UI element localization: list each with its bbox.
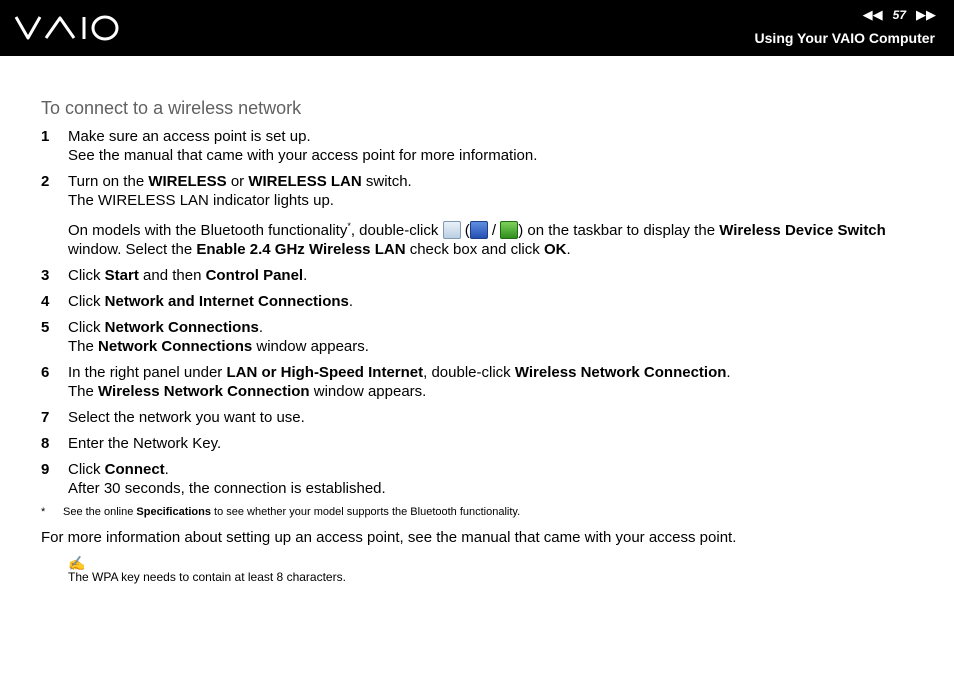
lan-taskbar-icon — [443, 221, 461, 239]
step-detail: The Wireless Network Connection window appears. — [68, 383, 427, 400]
step-4 — [41, 292, 931, 311]
step-text: Click Start and then Control Panel. — [68, 267, 308, 284]
vaio-logo — [14, 14, 120, 42]
more-info-paragraph: For more information about setting up an access point, see the manual that came with your access point. — [41, 529, 737, 546]
step-text: Click Connect. — [68, 461, 169, 478]
bluetooth-taskbar-icon — [470, 221, 488, 239]
step-detail: The Network Connections window appears. — [68, 338, 369, 355]
step-3 — [41, 266, 931, 285]
right-arrow-icon[interactable]: ▶▶ — [916, 7, 936, 22]
note-text: The WPA key needs to contain at least 8 characters. — [68, 570, 346, 584]
step-detail: See the manual that came with your access point for more information. — [68, 147, 538, 164]
bluetooth-paragraph: On models with the Bluetooth functionality*, double-click ( / ) on the taskbar to display the Wireless Device Switch window. Select the Enable 2.4 GHz Wireless LAN check box and click OK. — [68, 221, 886, 258]
left-arrow-icon[interactable]: ◀◀ — [862, 7, 883, 22]
page-content — [41, 97, 931, 585]
step-text: Turn on the WIRELESS or WIRELESS LAN switch. — [68, 173, 412, 190]
step-1 — [41, 127, 931, 165]
step-text: Select the network you want to use. — [68, 409, 305, 426]
step-6 — [41, 363, 931, 401]
step-number: 1 — [41, 128, 50, 145]
step-number: 7 — [41, 409, 50, 426]
step-8 — [41, 434, 931, 453]
step-text: Click Network Connections. — [68, 319, 264, 336]
step-number: 8 — [41, 435, 50, 452]
step-detail: The WIRELESS LAN indicator lights up. — [68, 192, 334, 209]
step-number: 6 — [41, 364, 50, 381]
footnote: * See the online Specifications to see whether your model supports the Bluetooth functionality. — [41, 506, 521, 518]
step-detail: After 30 seconds, the connection is established. — [68, 480, 386, 497]
note — [68, 556, 931, 585]
subheading: To connect to a wireless network — [41, 98, 302, 118]
step-number: 2 — [41, 173, 50, 190]
step-text: Enter the Network Key. — [68, 435, 222, 452]
page-number: 57 — [892, 8, 906, 22]
pencil-note-icon: ✍ — [68, 555, 86, 571]
step-7 — [41, 408, 931, 427]
step-5 — [41, 318, 931, 356]
step-number: 4 — [41, 293, 50, 310]
step-number: 9 — [41, 461, 50, 478]
step-2 — [41, 172, 931, 259]
step-number: 5 — [41, 319, 50, 336]
step-number: 3 — [41, 267, 50, 284]
step-9 — [41, 460, 931, 498]
page-header — [0, 0, 954, 56]
step-text: Make sure an access point is set up. — [68, 128, 311, 145]
step-text: In the right panel under LAN or High-Speed Internet, double-click Wireless Network Connection. — [68, 364, 731, 381]
page-navigation — [863, 6, 936, 24]
footnote-mark: * — [41, 506, 46, 518]
step-text: Click Network and Internet Connections. — [68, 293, 354, 310]
wireless-lan-taskbar-icon — [500, 221, 518, 239]
section-title: Using Your VAIO Computer — [754, 30, 935, 46]
